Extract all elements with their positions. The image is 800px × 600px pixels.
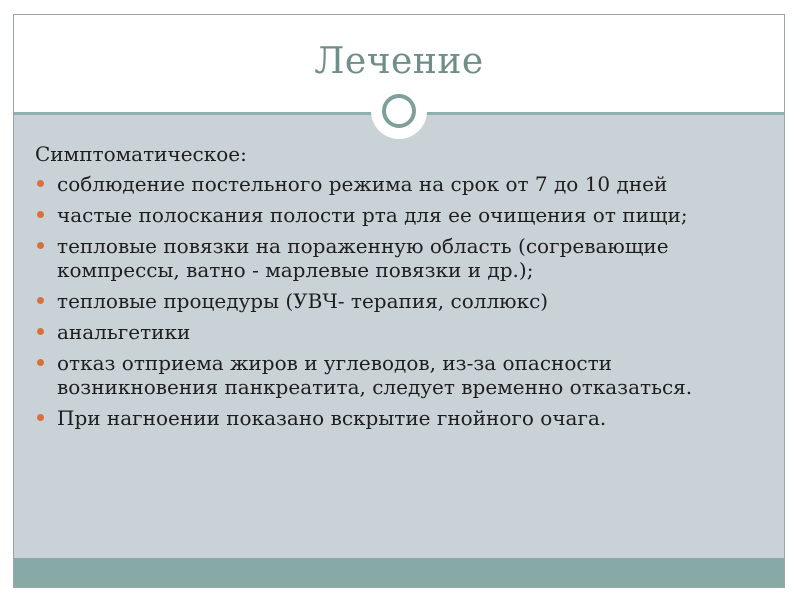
slide-title: Лечение xyxy=(314,41,484,82)
bullet-dot-icon xyxy=(37,328,44,335)
bullet-dot-icon xyxy=(37,297,44,304)
intro-text: Симптоматическое: xyxy=(35,142,247,166)
list-item xyxy=(35,289,765,313)
list-item-text: частые полоскания полости рта для ее очищения от пищи; xyxy=(57,203,688,227)
list-item-text: тепловые процедуры (УВЧ- терапия, соллюкс) xyxy=(57,289,549,313)
slide-body xyxy=(35,142,765,437)
bullet-dot-icon xyxy=(37,211,44,218)
bullet-dot-icon xyxy=(37,359,44,366)
list-item-text: соблюдение постельного режима на срок от 7 до 10 дней xyxy=(57,172,668,196)
list-item-text: отказ отприема жиров и углеводов, из-за опасности возникновения панкреатита, следует временно отказаться. xyxy=(57,351,693,399)
circle-icon xyxy=(382,94,416,128)
list-item xyxy=(35,172,765,196)
list-item xyxy=(35,320,765,344)
list-item xyxy=(35,406,765,430)
bullet-dot-icon xyxy=(37,180,44,187)
list-item xyxy=(35,203,765,227)
bullet-dot-icon xyxy=(37,242,44,249)
list-item xyxy=(35,351,765,399)
list-item-text: тепловые повязки на пораженную область (согревающие компрессы, ватно - марлевые повязки и др.); xyxy=(57,234,669,282)
bullet-list xyxy=(35,172,765,430)
list-item-text: При нагноении показано вскрытие гнойного очага. xyxy=(57,406,607,430)
footer-band xyxy=(14,558,784,587)
list-item xyxy=(35,234,765,282)
bullet-dot-icon xyxy=(37,414,44,421)
list-item-text: анальгетики xyxy=(57,320,191,344)
